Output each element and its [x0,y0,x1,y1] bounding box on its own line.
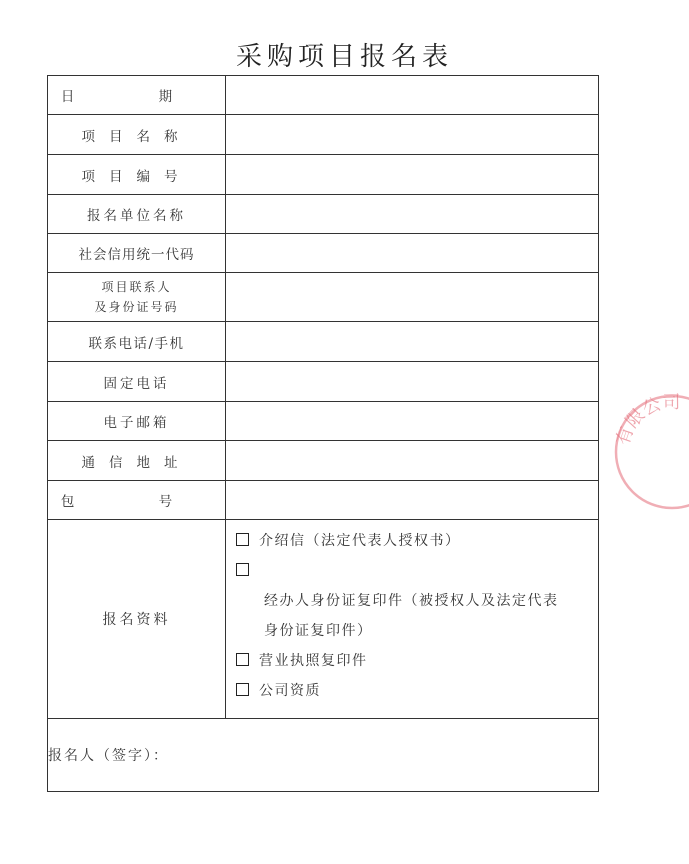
material-label-qualification: 公司资质 [259,683,321,699]
material-item-id-copy-line1: 经办人身份证复印件（被授权人及法定代表 [264,593,559,609]
checkbox-business-license[interactable] [236,653,249,666]
field-project-name[interactable] [226,115,599,155]
label-contact-line1: 项目联系人 [101,280,172,294]
material-label-business-license: 营业执照复印件 [259,653,368,669]
row-materials [48,520,599,719]
row-date [48,76,599,115]
field-phone-mobile[interactable] [226,322,599,362]
field-landline[interactable] [226,362,599,402]
field-project-number[interactable] [226,155,599,195]
form-title: 采购项目报名表 [235,42,453,72]
label-contact-line2: 及身份证号码 [94,300,179,314]
row-address [48,441,599,481]
materials-list [226,520,599,719]
material-item-blank[interactable] [236,556,598,586]
label-project-number: 项目编号 [48,155,226,195]
checkbox-authorization[interactable] [236,533,249,546]
registration-form-table [47,75,599,792]
row-phone-mobile [48,322,599,362]
label-contact-person [48,273,226,322]
row-landline [48,362,599,402]
field-address[interactable] [226,441,599,481]
material-item-authorization[interactable] [236,526,598,556]
label-project-name: 项目名称 [48,115,226,155]
signature-label: 报名人（签字）： [48,748,169,764]
label-email: 电子邮箱 [48,402,226,441]
material-label-authorization: 介绍信（法定代表人授权书） [259,533,461,549]
field-package-number[interactable] [226,481,599,520]
field-credit-code[interactable] [226,234,599,273]
row-email [48,402,599,441]
row-package-number [48,481,599,520]
material-item-id-copy-line2: 身份证复印件） [264,623,373,639]
svg-text:有限公司: 有限公司 [612,392,681,448]
field-company-name[interactable] [226,195,599,234]
label-phone-mobile: 联系电话/手机 [48,322,226,362]
label-landline: 固定电话 [48,362,226,402]
material-item-qualification[interactable] [236,676,598,706]
row-signature [48,719,599,792]
label-credit-code: 社会信用统一代码 [48,234,226,273]
row-company-name [48,195,599,234]
field-date[interactable] [226,76,599,115]
label-package-number: 包 号 [48,481,226,520]
label-address: 通信地址 [48,441,226,481]
row-credit-code [48,234,599,273]
label-company-name: 报名单位名称 [48,195,226,234]
label-date: 日 期 [48,76,226,115]
row-contact-person [48,273,599,322]
field-contact-person[interactable] [226,273,599,322]
signature-field[interactable] [48,719,599,792]
checkbox-qualification[interactable] [236,683,249,696]
company-seal-stamp [612,392,689,512]
material-item-business-license[interactable] [236,646,598,676]
field-email[interactable] [226,402,599,441]
row-project-name [48,115,599,155]
row-project-number [48,155,599,195]
label-materials: 报名资料 [48,520,226,719]
checkbox-blank[interactable] [236,563,249,576]
